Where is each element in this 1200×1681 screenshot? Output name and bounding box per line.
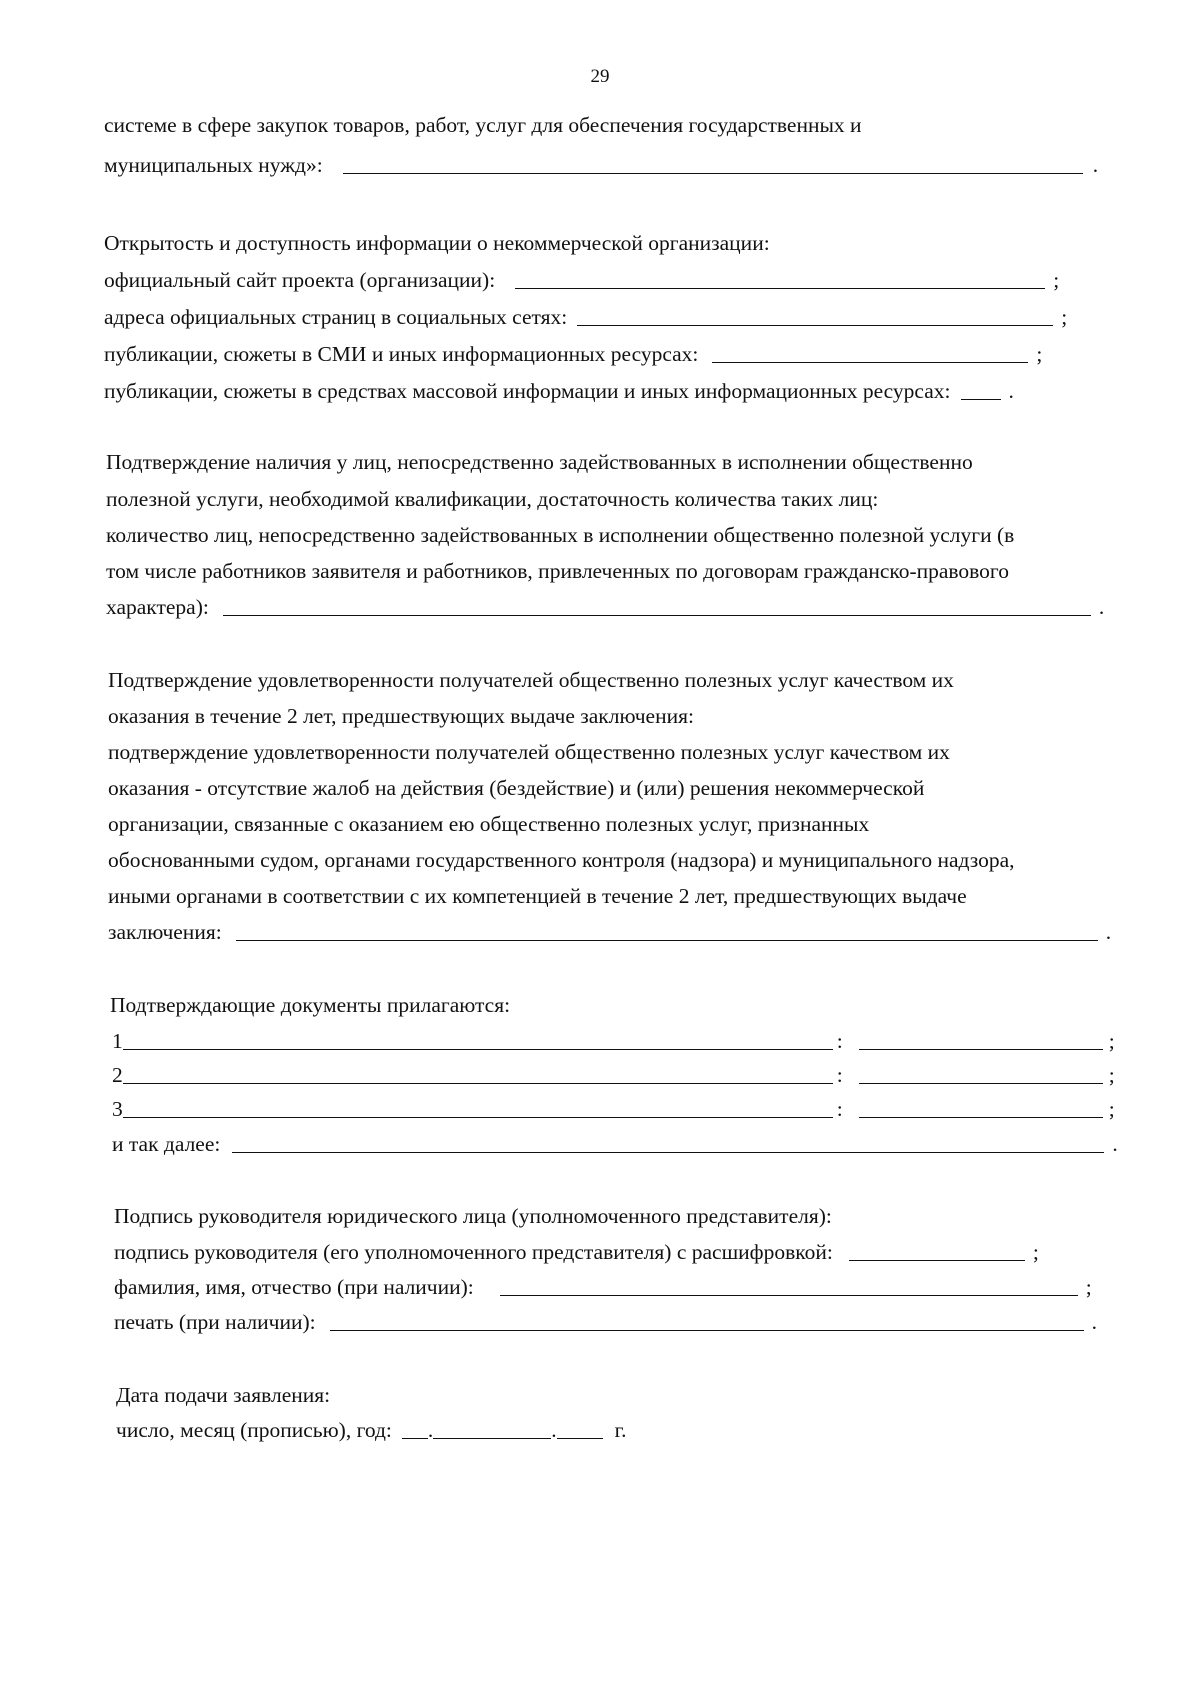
stamp-field-row: печать (при наличии): . — [114, 1310, 1097, 1334]
staff-count-input-line[interactable] — [223, 594, 1091, 616]
fio-input-line[interactable] — [500, 1274, 1078, 1296]
text-line: организации, связанные с оказанием ею общественно полезных услуг, признанных — [108, 812, 870, 836]
date-year-input[interactable] — [557, 1417, 603, 1439]
social-field-row: адреса официальных страниц в социальных сетях: ; — [104, 305, 1068, 329]
media-field-row: публикации, сюжеты в СМИ и иных информационных ресурсах: ; — [104, 342, 1043, 366]
document-pages-input-2[interactable] — [859, 1062, 1103, 1084]
document-name-input-2[interactable] — [123, 1062, 833, 1084]
etc-field-row: и так далее: . — [112, 1132, 1118, 1156]
text-line: том числе работников заявителя и работников, привлеченных по договорам гражданско-правового — [106, 559, 1009, 583]
signature-input-line[interactable] — [849, 1239, 1025, 1261]
text-line: оказания в течение 2 лет, предшествующих выдаче заключения: — [108, 704, 694, 728]
page-number: 29 — [590, 66, 610, 87]
text-line: оказания - отсутствие жалоб на действия (бездействие) и (или) решения некоммерческой — [108, 776, 925, 800]
text-line: количество лиц, непосредственно задействованных в исполнении общественно полезной услуги (в — [106, 523, 1015, 547]
procurement-input-line[interactable] — [343, 152, 1083, 174]
document-name-input-1[interactable] — [123, 1028, 833, 1050]
text-line: системе в сфере закупок товаров, работ, услуг для обеспечения государственных и — [104, 113, 862, 137]
document-pages-input-1[interactable] — [859, 1028, 1103, 1050]
website-input-line[interactable] — [515, 267, 1045, 289]
document-name-input-3[interactable] — [123, 1096, 833, 1118]
signature-heading: Подпись руководителя юридического лица (уполномоченного представителя): — [114, 1204, 832, 1228]
document-row-3: 3 : ; — [112, 1097, 1115, 1121]
text-line: Подтверждение удовлетворенности получателей общественно полезных услуг качеством их — [108, 668, 954, 692]
text-line: обоснованными судом, органами государственного контроля (надзора) и муниципального надзора, — [108, 848, 1015, 872]
website-field-row: официальный сайт проекта (организации): ; — [104, 268, 1060, 292]
text-line: подтверждение удовлетворенности получателей общественно полезных услуг качеством их — [108, 740, 950, 764]
document-row-1: 1 : ; — [112, 1029, 1115, 1053]
procurement-field-row: муниципальных нужд»: . — [104, 153, 1099, 177]
staff-count-field-row: характера): . — [106, 595, 1105, 619]
date-day-input[interactable] — [402, 1417, 428, 1439]
documents-heading: Подтверждающие документы прилагаются: — [110, 993, 511, 1017]
date-field-row: число, месяц (прописью), год: . . г. — [116, 1418, 627, 1442]
fio-field-row: фамилия, имя, отчество (при наличии): ; — [114, 1275, 1092, 1299]
text-line: иными органами в соответствии с их компетенцией в течение 2 лет, предшествующих выдаче — [108, 884, 967, 908]
document-pages-input-3[interactable] — [859, 1096, 1103, 1118]
date-month-input[interactable] — [433, 1417, 551, 1439]
section-heading: Открытость и доступность информации о некоммерческой организации: — [104, 231, 770, 255]
stamp-input-line[interactable] — [330, 1309, 1084, 1331]
social-input-line[interactable] — [577, 304, 1053, 326]
mass-media-field-row: публикации, сюжеты в средствах массовой информации и иных информационных ресурсах: . — [104, 379, 1014, 403]
document-row-2: 2 : ; — [112, 1063, 1115, 1087]
text-line: полезной услуги, необходимой квалификации, достаточность количества таких лиц: — [106, 487, 879, 511]
date-heading: Дата подачи заявления: — [116, 1383, 331, 1407]
text-line: Подтверждение наличия у лиц, непосредственно задействованных в исполнении общественно — [106, 450, 973, 474]
media-input-line[interactable] — [712, 341, 1028, 363]
satisfaction-input-line[interactable] — [236, 919, 1098, 941]
mass-media-input-line[interactable] — [961, 378, 1001, 400]
signature-field-row: подпись руководителя (его уполномоченного представителя) с расшифровкой: ; — [114, 1240, 1039, 1264]
etc-input-line[interactable] — [232, 1131, 1104, 1153]
satisfaction-field-row: заключения: . — [108, 920, 1112, 944]
